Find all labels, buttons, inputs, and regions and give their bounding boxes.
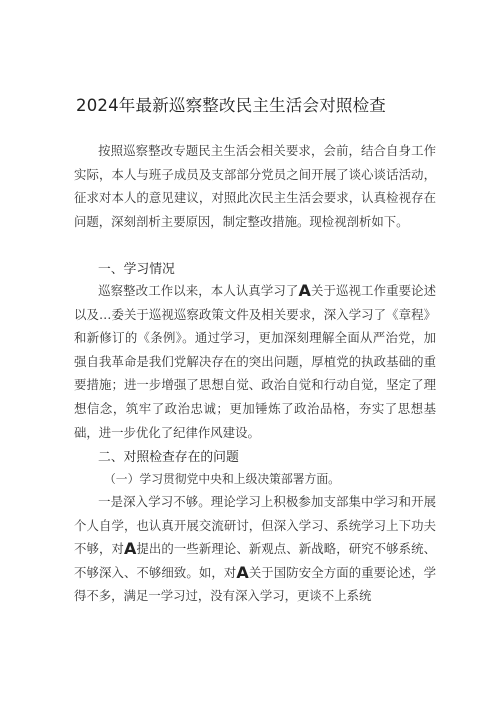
study-paragraph <box>74 279 436 444</box>
redacted-name-mark: A <box>236 562 249 582</box>
subsection-heading-1: （一）学习贯彻党中央和上级决策部署方面。 <box>104 472 340 486</box>
issue-paragraph-1 <box>74 490 436 608</box>
redacted-name-mark: A <box>123 539 137 559</box>
section-heading-study: 一、学习情况 <box>98 262 175 277</box>
issue-text-part1: 一是深入学习不够。理论学习上积极参加支部集中学习和开展个人自学，也认真开展交流研讨，但深入学习、系统学习上下功夫不够，对 <box>74 494 436 557</box>
intro-paragraph <box>74 139 436 233</box>
study-text-part1: 巡察整改工作以来，本人认真学习了 <box>98 283 299 298</box>
document-title: 2024年最新巡察整改民主生活会对照检查 <box>76 96 386 115</box>
section-heading-issues: 二、对照检查存在的问题 <box>98 450 239 465</box>
redacted-name-mark: A <box>298 281 311 300</box>
issue-text-part2: 提出的一些新理论、新观点、新战略，研究不够系统、不够深入、不够细致。如，对 <box>74 541 437 580</box>
study-text-part2: 关于巡视工作重要论述以及…委关于巡视巡察政策文件及相关要求，深入学习了《章程》和新修订的《条例》。通过学习，更加深刻理解全面从严治党，加强自我革命是我们党解决存在的突出问题，厚植党的执政基础的重要措施；进一步增强了思想自觉、政治自觉和行动自觉，坚定了理想信念，筑牢了政治忠诚；更加锤炼了政治品格，夯实了思想基础，进一步优化了纪律作风建设。 <box>74 283 437 440</box>
intro-text: 按照巡察整改专题民主生活会相关要求，会前，结合自身工作实际，本人与班子成员及支部部分党员之间开展了谈心谈话活动，征求对本人的意见建议，对照此次民主生活会要求，认真检视存在问题，深刻剖析主要原因，制定整改措施。现检视剖析如下。 <box>74 143 436 229</box>
issue-text-part3: 关于国防安全方面的重要论述，学得不多，满足一学习过，没有深入学习，更谈不上系统 <box>74 564 437 604</box>
